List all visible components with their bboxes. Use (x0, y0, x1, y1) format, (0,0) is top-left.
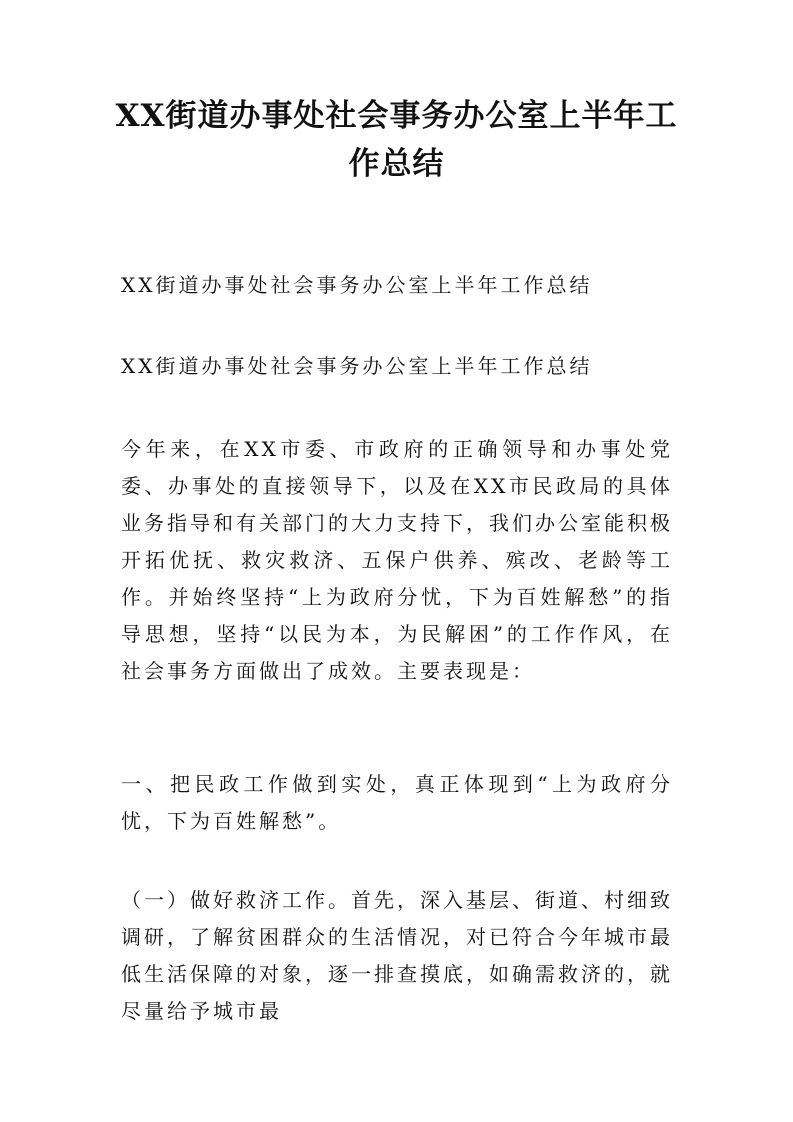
paragraph-section-heading: 一、把民政工作做到实处，真正体现到“上为政府分忧，下为百姓解愁”。 (121, 772, 673, 833)
document-subtitle-repeat: XX街道办事处社会事务办公室上半年工作总结 (121, 354, 593, 378)
paragraph-intro: 今年来，在XX市委、市政府的正确领导和办事处党委、办事处的直接领导下，以及在XX市民政局的具体业务指导和有关部门的大力支持下，我们办公室能积极开拓优抚、救灾救济、五保户供养、殡改、老龄等工作。并始终坚持“上为政府分忧，下为百姓解愁”的指导思想，坚持“以民为本，为民解困”的工作作风，在社会事务方面做出了成效。主要表现是： (121, 437, 673, 683)
document-title: XX街道办事处社会事务办公室上半年工作总结 (115, 98, 678, 182)
paragraph-relief-work: （一）做好救济工作。首先，深入基层、街道、村细致调研，了解贫困群众的生活情况，对已符合今年城市最低生活保障的对象，逐一排查摸底，如确需救济的，就尽量给予城市最 (121, 888, 673, 1023)
document-subtitle: XX街道办事处社会事务办公室上半年工作总结 (121, 273, 593, 297)
